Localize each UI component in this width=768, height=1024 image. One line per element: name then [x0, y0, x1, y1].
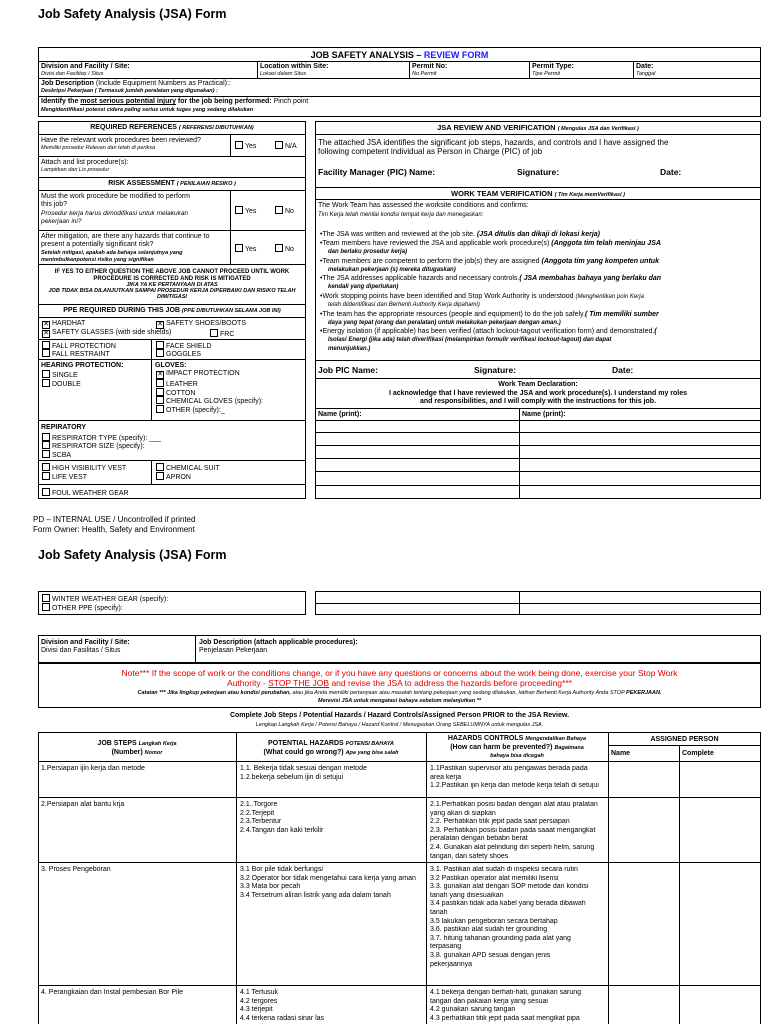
job-pic-label: Job PIC Name:: [318, 365, 378, 375]
other-ppe-checkbox[interactable]: OTHER PPE (specify):: [42, 603, 123, 613]
control-line: 1.1Pastikan supervisor atu pengawas berada pada: [430, 765, 588, 772]
note-line-2: Authority - STOP THE JOB and revise the JSA to address the hazards before proceeding***: [227, 678, 572, 688]
respirator-type-checkbox[interactable]: RESPIRATOR TYPE (specify): ___: [42, 433, 161, 443]
job-step-cell: 3. Proses Pengeboran: [41, 866, 111, 873]
hazard-line: 4.1 Tertusuk: [240, 989, 279, 996]
hardhat-checkbox[interactable]: ✕ HARDHAT: [43, 320, 86, 328]
control-line: tanah yang disesuaikan: [430, 891, 504, 899]
frc-checkbox[interactable]: FRC: [210, 329, 234, 339]
pic-signature-label: Signature:: [474, 365, 517, 375]
hazard-line: 3.4 Tersetrum aliran listrik yang ada dalam tanah: [240, 891, 391, 899]
respiratory-title: REPIRATORY: [41, 424, 86, 431]
control-line: 4.1 bekerja dengan berhati-hati, gunakan sarung: [430, 989, 581, 996]
hazard-line: 2.1..Torgore: [240, 801, 278, 808]
permit-no-label: Permit No:: [412, 63, 448, 70]
q3-no-checkbox[interactable]: No: [275, 244, 294, 254]
work-team-verification-title: WORK TEAM VERIFICATION ( Tim Kerja memVerifikasi ): [451, 189, 625, 198]
control-line: 2.3. Perhatikan posisi badan pada saaat mengangkat: [430, 826, 596, 834]
control-line: pekerjaannya: [430, 960, 473, 968]
control-line: terpasang: [430, 943, 462, 951]
required-references-title: REQUIRED REFERENCES ( REFERENSI DIBUTUHKAN): [90, 124, 254, 131]
control-line: 2.4. Gunakan alat pelindung diri seperti helm, sarung: [430, 844, 595, 851]
winter-gear-checkbox[interactable]: WINTER WEATHER GEAR (specify):: [42, 594, 168, 604]
control-line: tangan, dan safety shoes: [430, 852, 509, 860]
bullet-1: •The JSA was written and reviewed at the job site. (JSA ditulis dan dikaji di lokasi kerja): [320, 231, 600, 238]
control-line: 3.2 Pastikan operator alat memiliki lisensi: [430, 874, 559, 882]
fall-protection-checkbox[interactable]: FALL PROTECTION: [42, 341, 116, 351]
hazard-line: 4.2 tergores: [240, 997, 278, 1005]
control-line: peralatan dengan bebabn berat: [430, 835, 528, 843]
ppe-required-title: PPE REQUIRED DURING THIS JOB (PPE DIBUTUHKAN SELAMA JOB INI): [63, 307, 281, 314]
division-facility-label: Division and Facility / Site:: [41, 639, 130, 646]
job-description-label-2: Job Description (attach applicable procedures):: [199, 639, 358, 646]
hazard-line: 4.4 terkena radasi sinar las: [240, 1014, 325, 1022]
safety-shoes-checkbox[interactable]: ✕ SAFETY SHOES/BOOTS: [157, 320, 247, 328]
serious-injury-row: Identify the most serious potential injury for the job being performed: Pinch point: [41, 98, 309, 105]
double-checkbox[interactable]: DOUBLE: [42, 379, 81, 389]
chemical-suit-checkbox[interactable]: CHEMICAL SUIT: [156, 463, 220, 473]
location-label: Location within Site:: [260, 63, 329, 70]
hazard-line: 3.3 Mata bor pecah: [240, 883, 301, 891]
control-line: 3.4 pastikan tidak ada kabel yang berada dibawah: [430, 900, 586, 908]
col-hazard-controls: HAZARDS CONTROLS Mengendalikan Bahaya: [447, 735, 587, 742]
leather-checkbox[interactable]: LEATHER: [156, 379, 198, 389]
q3-yes-checkbox[interactable]: Yes: [235, 244, 256, 254]
q2-no-checkbox[interactable]: No: [275, 206, 294, 216]
chemical-gloves-checkbox[interactable]: CHEMICAL GLOVES (specify):: [156, 396, 263, 406]
hazard-line: 3.1 Bor pile tidak berfungsi: [240, 866, 323, 873]
job-step-cell: 4. Perangkaian dan Instal pembesian Bor Pile: [41, 989, 184, 996]
attach-procedures-label: Attach and list procedure(s):: [41, 159, 129, 166]
col-name: Name: [611, 750, 631, 757]
bullet-7: •Energy isolation (if applicable) has been verified (attach lockout-tagout verification form) and demonstrated.(: [320, 328, 657, 335]
safety-glasses-checkbox[interactable]: ✕ SAFETY GLASSES (with side shields): [43, 329, 172, 337]
date-label: Date:: [636, 63, 654, 70]
hazard-line: 1.1. Bekerja tidak sesuai dengan metode: [240, 765, 367, 772]
life-vest-checkbox[interactable]: LIFE VEST: [42, 472, 87, 482]
hazard-line: 4.3 terjepit: [240, 1006, 273, 1014]
control-line: 3.6. pastikan alat sudah ter grounding: [430, 926, 548, 934]
impact-protection-checkbox[interactable]: ✕ IMPACT PROTECTION: [157, 370, 240, 378]
hazard-line: 2.2.Terjepit: [240, 809, 275, 817]
bullet-5: •Work stopping points have been identified and Stop Work Authority is understood (Menghentikan poin Kerja: [320, 293, 644, 300]
hearing-protection-title: HEARING PROTECTION:: [41, 362, 124, 369]
control-line: 3.3. gunakan alat dengan SOP metode dan kondisi: [430, 883, 589, 891]
q2-yes-checkbox[interactable]: Yes: [235, 206, 256, 216]
control-line: 1.2.Pastikan ijin kerja dan metode kerja telah di setujui: [430, 782, 599, 790]
high-visibility-vest-checkbox[interactable]: HIGH VISIBILITY VEST: [42, 463, 126, 473]
control-line: 4.3 perhatikan titik jepit pada saat mengikat pipa: [430, 1014, 580, 1022]
control-line: area kerja: [430, 773, 462, 781]
cotton-checkbox[interactable]: COTTON: [156, 388, 195, 398]
col-job-steps: JOB STEPS Langkah Kerja: [97, 740, 177, 747]
fm-date-label: Date:: [660, 167, 682, 177]
work-team-declaration-title: Work Team Declaration:: [498, 381, 578, 388]
control-line: 3.1. Pastikan alat sudah di inspeksi secara rutin: [430, 866, 578, 873]
name-print-label-right: Name (print):: [522, 411, 566, 418]
facility-manager-label: Facility Manager (PIC) Name:: [318, 167, 436, 177]
row-divider: [38, 985, 761, 986]
bullet-4: •The JSA addresses applicable hazards and necessary controls.( JSA membahas bahaya yang berlaku dan: [320, 275, 662, 282]
fall-restraint-checkbox[interactable]: FALL RESTRAINT: [42, 349, 110, 359]
job-description-label: Job Description (Include Equipment Numbers as Practical)::: [41, 80, 231, 87]
hazard-line: 2.3.Terbentur: [240, 818, 282, 826]
q1-na-checkbox[interactable]: N/A: [275, 141, 297, 151]
q1-yes-checkbox[interactable]: Yes: [235, 141, 256, 151]
control-line: tanah: [430, 909, 448, 916]
control-line: yang akan di siapkan: [430, 809, 496, 817]
footer-internal-use: PD – INTERNAL USE / Uncontrolled if printed: [33, 515, 196, 524]
jsa-review-title: JSA REVIEW AND VERIFICATION ( Mengulas JSA dan Verifikasi ): [437, 123, 639, 132]
form-title: JOB SAFETY ANALYSIS – REVIEW FORM: [310, 50, 489, 60]
page-title: Job Safety Analysis (JSA) Form: [38, 7, 227, 21]
bullet-2: •Team members have reviewed the JSA and applicable work procedure(s) (Anggota tim telah meninjau JSA: [320, 240, 661, 247]
page-2-title: Job Safety Analysis (JSA) Form: [38, 548, 227, 562]
note-line-1: Note*** If the scope of work or the conditions change, or if you have any questions or concerns about the work being done, exercise your Stop Work: [121, 668, 678, 678]
respirator-size-checkbox[interactable]: RESPIRATOR SIZE (specify):: [42, 441, 145, 451]
apron-checkbox[interactable]: APRON: [156, 472, 191, 482]
row-divider: [38, 862, 761, 863]
hazard-line: 1.2.bekerja sebelum ijin di setujui: [240, 773, 344, 781]
foul-weather-gear-checkbox[interactable]: FOUL WEATHER GEAR: [42, 488, 129, 498]
control-line: 3.5 lakukan pengeboran secara bertahap: [430, 917, 558, 925]
control-line: 3.8. gunakan APD sesuai dengan jenis: [430, 952, 551, 959]
row-divider: [38, 797, 761, 798]
pic-date-label: Date:: [612, 365, 634, 375]
risk-assessment-title: RISK ASSESSMENT ( PENILAIAN RESIKO ): [108, 180, 236, 187]
col-potential-hazards: POTENTIAL HAZARDS POTENSI BAHAYA: [267, 740, 395, 747]
bullet-3: •Team members are competent to perform the job(s) they are assigned (Anggota tim yang kompeten untuk: [320, 258, 659, 265]
complete-instruction: Complete Job Steps / Potential Hazards / Hazard Controls/Assigned Person PRIOR to the JSA Review.: [229, 712, 570, 719]
division-job-row: [38, 635, 761, 663]
face-shield-checkbox[interactable]: FACE SHIELD: [156, 341, 212, 351]
hazard-line: 3.2 Operator bor tidak mengetahui cara kerja yang aman: [240, 874, 416, 882]
division-label: Division and Facility / Site:: [41, 63, 130, 70]
bullet-6: •The team has the appropriate resources (people and equipment) to do the job safely.( Tim memiliki sumber: [320, 311, 659, 318]
col-assigned-person: ASSIGNED PERSON: [650, 736, 719, 743]
control-line: tangan dan pakaian kerja yang sesuai: [430, 997, 548, 1005]
scba-checkbox[interactable]: SCBA: [42, 450, 71, 460]
control-line: 2.1.Perhatikan posisi badan dengan alat atau pralatan: [430, 801, 598, 808]
right-panel: [315, 121, 761, 499]
col-complete: Complete: [682, 750, 714, 757]
fm-signature-label: Signature:: [517, 167, 560, 177]
gloves-title: GLOVES:: [155, 362, 187, 369]
job-step-cell: 1.Persiapan ijin kerja dan metode: [41, 765, 145, 772]
footer-form-owner: Form Owner: Health, Safety and Environment: [33, 525, 195, 534]
single-checkbox[interactable]: SINGLE: [42, 370, 78, 380]
control-line: 2.2. Perhatikan titik jepit pada saat persiapan: [430, 818, 570, 826]
job-step-cell: 2.Persiapan alat bantu krja: [41, 801, 125, 808]
permit-type-label: Permit Type:: [532, 63, 574, 70]
control-line: 4.2 gunakan sarung tangan: [430, 1006, 516, 1014]
goggles-checkbox[interactable]: GOGGLES: [156, 349, 201, 359]
control-line: 3.7. hitung tahanan grounding pada alat yang: [430, 934, 571, 942]
name-print-label-left: Name (print):: [318, 411, 362, 418]
other-gloves-checkbox[interactable]: OTHER (specify):_: [156, 405, 225, 415]
hazard-line: 2.4.Tangan dan kaki terkilir: [240, 826, 324, 834]
